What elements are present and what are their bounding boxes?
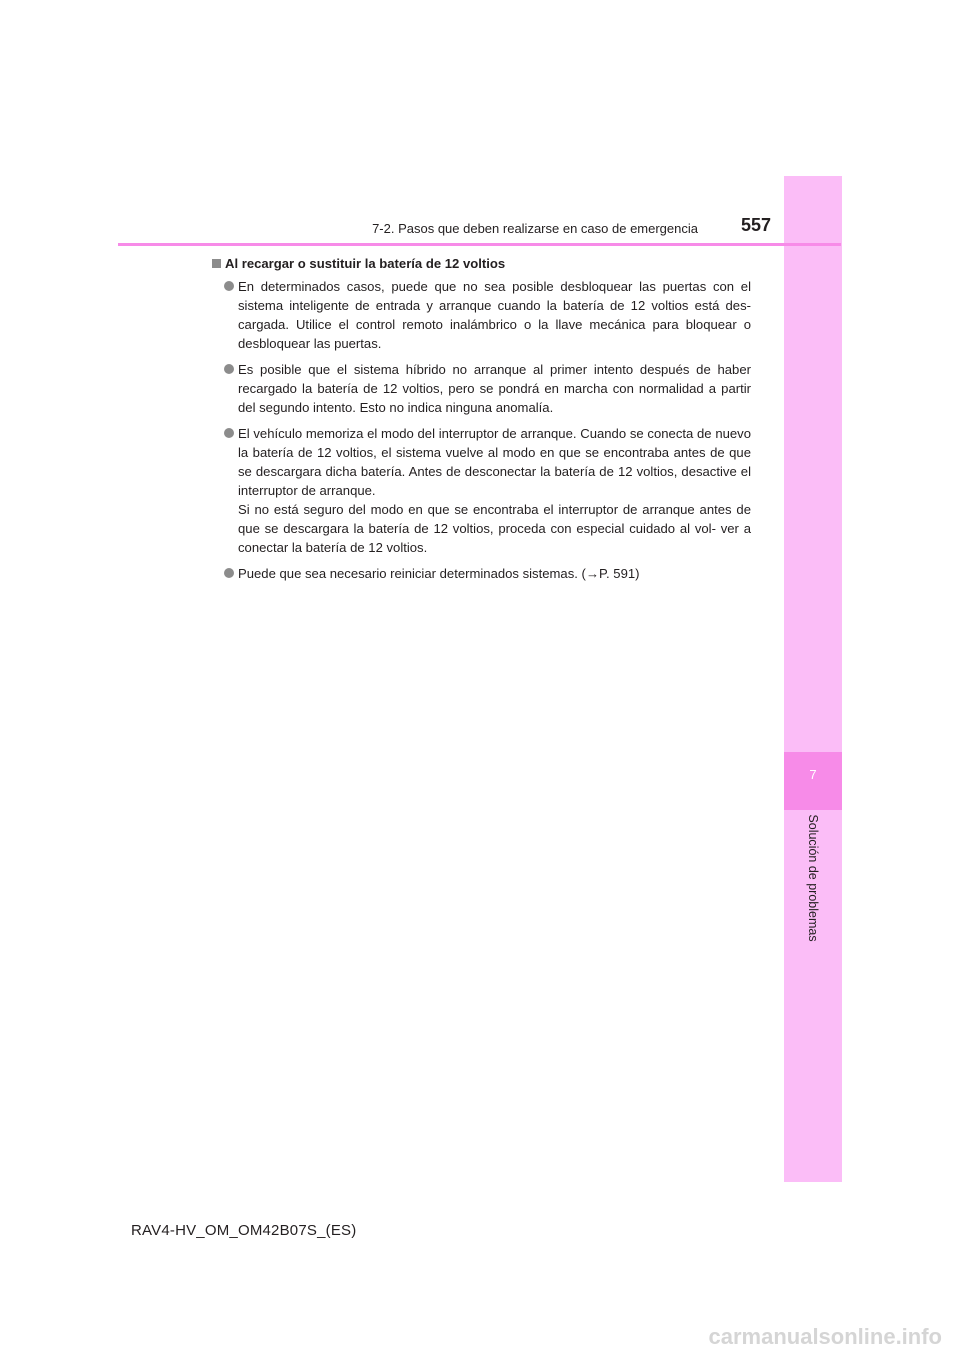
circle-bullet-icon <box>224 364 234 374</box>
page-number: 557 <box>741 215 772 235</box>
bullet-text: En determinados casos, puede que no sea posible desbloquear las puertas con el sistema inteligente de entrada y arranque cuando la batería de 12 voltios está des- cargada. Utilice el control remoto inalámbrico o la llave mecánica para bloquear o desbloquear las puertas. <box>238 279 751 351</box>
bullet-text: Es posible que el sistema híbrido no arranque al primer intento después de haber recargado la batería de 12 voltios, pero se pondrá en marcha con normalidad a partir del segundo intento. Esto no indica ninguna anomalía. <box>238 362 751 415</box>
circle-bullet-icon <box>224 281 234 291</box>
bullet-text: El vehículo memoriza el modo del interruptor de arranque. Cuando se conecta de nuevo la batería de 12 voltios, el sistema vuelve al modo en que se encontraba antes de que se descargara dicha batería. Antes de desconectar la batería de 12 voltios, desactive el interruptor de arranque. <box>238 426 751 498</box>
circle-bullet-icon <box>224 428 234 438</box>
chapter-number: 7 <box>809 767 817 782</box>
watermark: carmanualsonline.info <box>708 1324 942 1349</box>
bullet-list <box>211 277 751 583</box>
circle-bullet-icon <box>224 568 234 578</box>
list-item <box>211 564 751 583</box>
list-item <box>211 277 751 353</box>
main-content <box>211 254 751 590</box>
section-title: 7-2. Pasos que deben realizarse en caso de emergencia <box>372 221 698 236</box>
section-heading <box>211 254 751 273</box>
bullet-text: Puede que sea necesario reiniciar determinados sistemas. (→P. 591) <box>238 566 640 581</box>
chapter-title: Solución de problemas <box>806 814 820 942</box>
chapter-side-tab <box>784 176 842 1182</box>
section-heading-text: Al recargar o sustituir la batería de 12 voltios <box>225 256 506 271</box>
list-item <box>211 424 751 557</box>
square-bullet-icon <box>212 259 221 268</box>
bullet-text: Si no está seguro del modo en que se encontraba el interruptor de arranque antes de que se descargara la batería de 12 voltios, proceda con especial cuidado al vol- ver a conectar la batería de 12 voltios. <box>238 502 751 555</box>
list-item <box>211 360 751 417</box>
document-code: RAV4-HV_OM_OM42B07S_(ES) <box>131 1222 357 1239</box>
header-divider <box>118 243 841 246</box>
